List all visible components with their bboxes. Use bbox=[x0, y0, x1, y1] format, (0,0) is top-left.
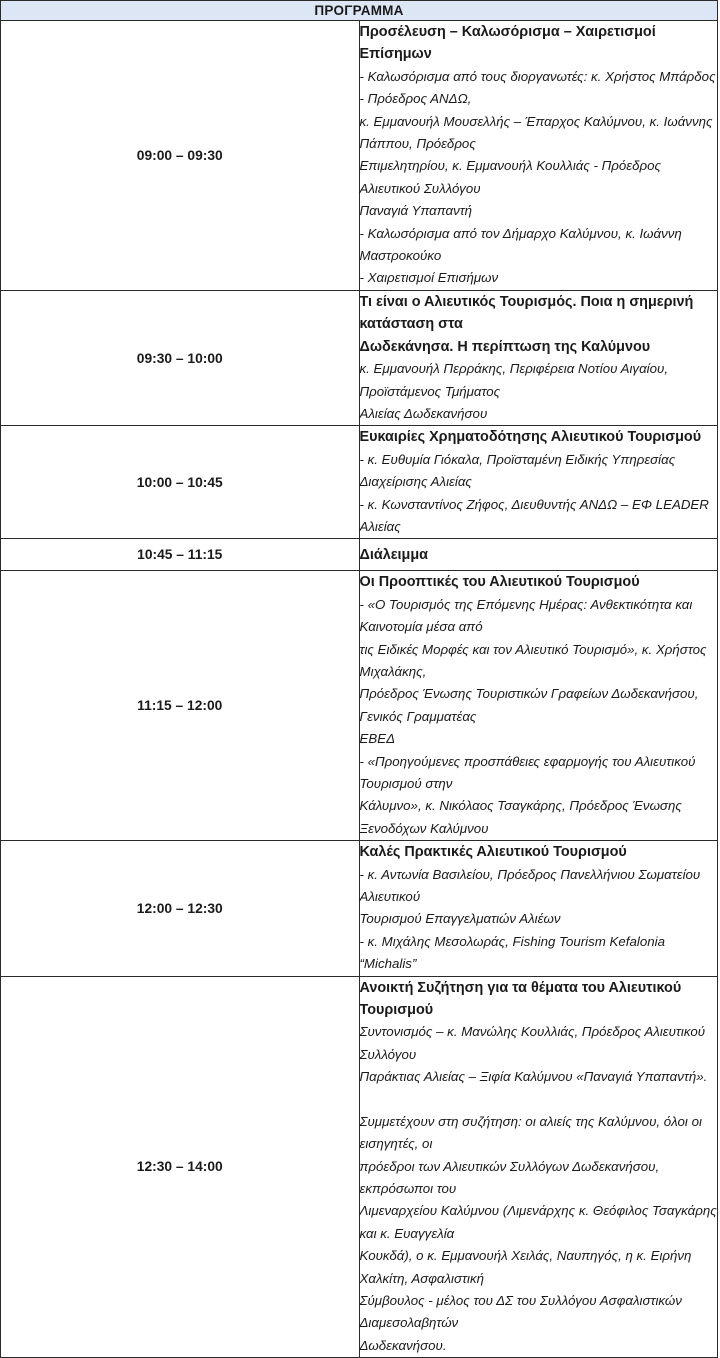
session-content bbox=[359, 426, 718, 539]
session-line: πρόεδροι των Αλιευτικών Συλλόγων Δωδεκανήσου, εκπρόσωποι του bbox=[359, 1158, 660, 1196]
session-time: 10:00 – 10:45 bbox=[1, 426, 360, 539]
session-line: Δωδεκανήσου. bbox=[359, 1337, 447, 1353]
session-line: Πρόεδρος Ένωσης Τουριστικών Γραφείων Δωδεκανήσου, Γενικός Γραμματέας bbox=[359, 686, 699, 724]
session-line: κ. Εμμανουήλ Περράκης, Περιφέρεια Νοτίου Αιγαίου, Προϊστάμενος Τμήματος bbox=[359, 361, 669, 399]
session-content bbox=[359, 21, 718, 291]
session-line: Σύμβουλος - μέλος του ΔΣ του Συλλόγου Ασφαλιστικών Διαμεσολαβητών bbox=[359, 1292, 682, 1331]
session-line: - «Ο Τουρισμός της Επόμενης Ημέρας: Ανθεκτικότητα και Καινοτομία μέσα από bbox=[359, 596, 693, 635]
session-line: Παράκτιας Αλιείας – Ξιφία Καλύμνου «Παναγιά Υπαπαντή». bbox=[359, 1069, 708, 1085]
session-row bbox=[1, 841, 718, 976]
session-title: Καλές Πρακτικές Αλιευτικού Τουρισμού bbox=[359, 844, 627, 861]
session-content bbox=[359, 290, 718, 425]
session-line: ΕΒΕΔ bbox=[359, 731, 396, 747]
session-line: Παναγιά Υπαπαντή bbox=[359, 203, 473, 219]
session-title: Οι Προοπτικές του Αλιευτικού Τουρισμού bbox=[359, 574, 640, 591]
session-line: Κουκδά), ο κ. Εμμανουήλ Χειλάς, Ναυπηγός, η κ. Ειρήνη Χαλκίτη, Ασφαλιστική bbox=[359, 1248, 692, 1286]
session-line: - Καλωσόρισμα από τους διοργανωτές: κ. Χρήστος Μπάρδος - Πρόεδρος ΑΝΔΩ, bbox=[359, 68, 716, 107]
session-time: 12:30 – 14:00 bbox=[1, 976, 360, 1358]
paragraph-gap bbox=[360, 1089, 718, 1111]
session-content bbox=[359, 539, 718, 571]
session-row bbox=[1, 21, 718, 291]
session-content bbox=[359, 976, 718, 1358]
session-title: Διάλειμμα bbox=[359, 546, 428, 563]
session-row bbox=[1, 976, 718, 1358]
session-title: Ανοικτή Συζήτηση για τα θέματα του Αλιευτικού Τουρισμού bbox=[359, 979, 682, 1019]
session-row bbox=[1, 571, 718, 841]
session-row bbox=[1, 290, 718, 425]
session-time: 09:30 – 10:00 bbox=[1, 290, 360, 425]
session-line: - Χαιρετισμοί Επισήμων bbox=[359, 270, 499, 286]
session-title: Τι είναι ο Αλιευτικός Τουρισμός. Ποια η σημερινή κατάσταση στα bbox=[359, 293, 694, 333]
session-line: Συντονισμός – κ. Μανώλης Κουλλιάς, Πρόεδρος Αλιευτικού Συλλόγου bbox=[359, 1024, 706, 1062]
session-line: τις Ειδικές Μορφές και τον Αλιευτικό Τουρισμό», κ. Χρήστος Μιχαλάκης, bbox=[359, 641, 707, 679]
session-time: 09:00 – 09:30 bbox=[1, 21, 360, 291]
session-line: - κ. Αντωνία Βασιλείου, Πρόεδρος Πανελλήνιου Σωματείου Αλιευτικού bbox=[359, 866, 701, 905]
session-line: - κ. Κωνσταντίνος Ζήφος, Διευθυντής ΑΝΔΩ – ΕΦ LEADER Αλιείας bbox=[359, 496, 709, 534]
session-line: Αλιείας Δωδεκανήσου bbox=[359, 405, 488, 421]
session-content bbox=[359, 841, 718, 976]
session-line: Κάλυμνο», κ. Νικόλαος Τσαγκάρης, Πρόεδρος Ένωσης Ξενοδόχων Καλύμνου bbox=[359, 798, 682, 836]
session-row bbox=[1, 426, 718, 539]
session-line: - «Προηγούμενες προσπάθειες εφαρμογής του Αλιευτικού Τουρισμού στην bbox=[359, 753, 696, 791]
session-line: - κ. Μιχάλης Μεσολωράς, Fishing Tourism Kefalonia “Michalis” bbox=[359, 933, 665, 972]
session-title: Δωδεκάνησα. Η περίπτωση της Καλύμνου bbox=[359, 338, 651, 355]
program-header-row bbox=[1, 1, 718, 21]
session-content bbox=[359, 571, 718, 841]
session-time: 10:45 – 11:15 bbox=[1, 539, 360, 571]
session-row-break bbox=[1, 539, 718, 571]
session-time: 11:15 – 12:00 bbox=[1, 571, 360, 841]
session-line: Επιμελητηρίου, κ. Εμμανουήλ Κουλλιάς - Πρόεδρος Αλιευτικού Συλλόγου bbox=[359, 158, 662, 196]
session-line: Συμμετέχουν στη συζήτηση: οι αλιείς της Καλύμνου, όλοι οι εισηγητές, οι bbox=[359, 1113, 702, 1152]
session-line: Λιμεναρχείου Καλύμνου (Λιμενάρχης κ. Θεόφιλος Τσαγκάρης και κ. Ευαγγελία bbox=[359, 1203, 717, 1241]
session-time: 12:00 – 12:30 bbox=[1, 841, 360, 976]
session-line: κ. Εμμανουήλ Μουσελλής – Έπαρχος Καλύμνου, κ. Ιωάννης Πάππου, Πρόεδρος bbox=[359, 113, 713, 152]
session-title: Ευκαιρίες Χρηματοδότησης Αλιευτικού Τουρισμού bbox=[359, 429, 702, 446]
program-title: ΠΡΟΓΡΑΜΜΑ bbox=[1, 1, 718, 21]
session-line: - Καλωσόρισμα από τον Δήμαρχο Καλύμνου, κ. Ιωάννη Μαστροκούκο bbox=[359, 225, 682, 264]
session-line: - κ. Ευθυμία Γιόκαλα, Προϊσταμένη Ειδικής Υπηρεσίας Διαχείρισης Αλιείας bbox=[359, 451, 676, 490]
session-line: Τουρισμού Επαγγελματιών Αλιέων bbox=[359, 911, 561, 927]
session-title: Προσέλευση – Καλωσόρισμα – Χαιρετισμοί Επίσημων bbox=[359, 24, 656, 63]
